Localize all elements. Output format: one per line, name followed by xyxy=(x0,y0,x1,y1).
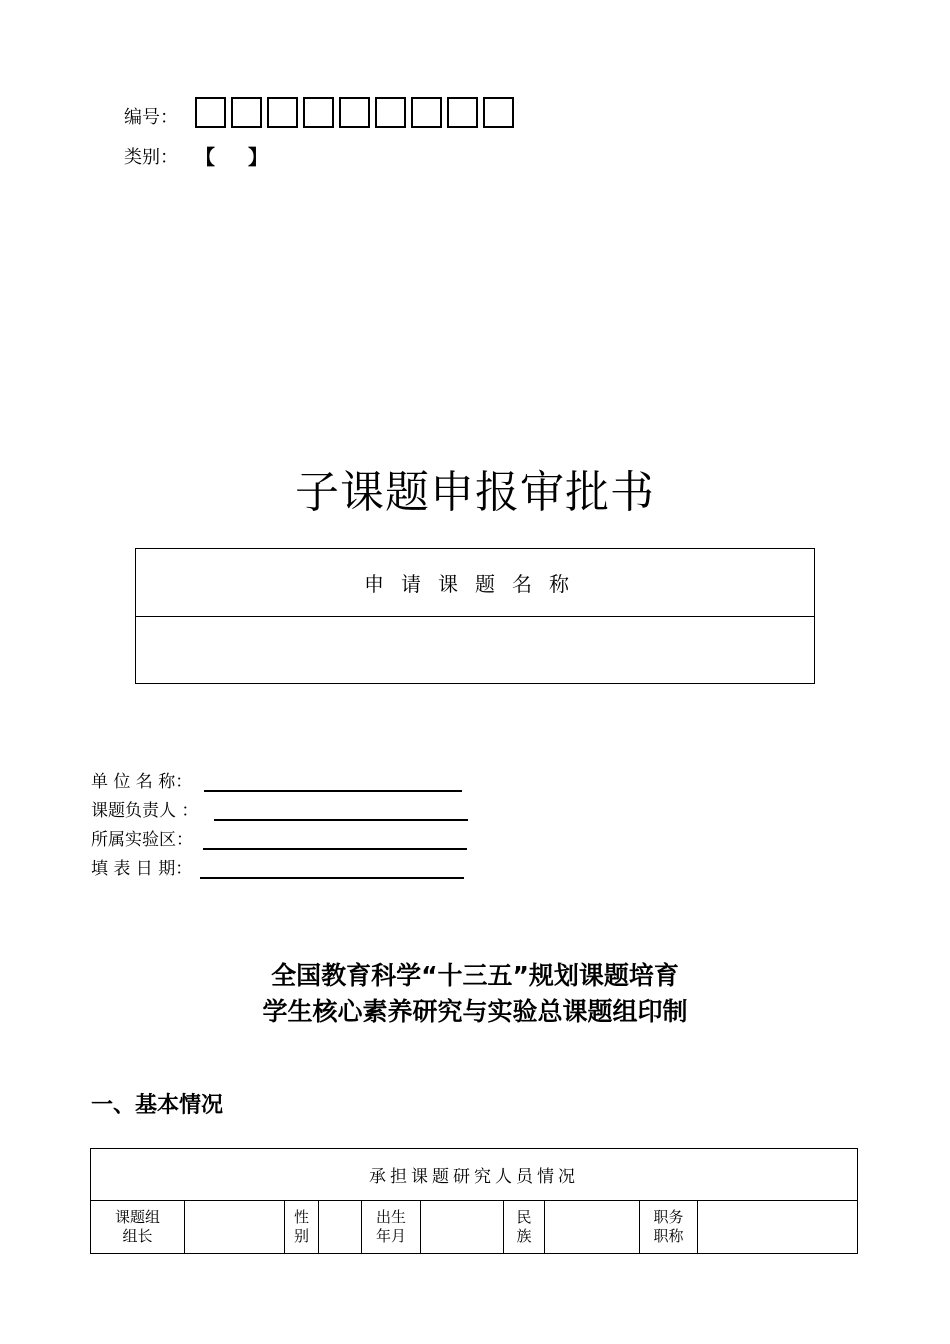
number-digit-box[interactable] xyxy=(375,97,406,128)
birth-cell-value[interactable] xyxy=(421,1201,504,1253)
info-row-leader xyxy=(91,796,468,821)
leader-cell-value[interactable] xyxy=(185,1201,285,1253)
zone-label: 所属实验区： xyxy=(91,830,193,850)
organization-line-1: 全国教育科学“十三五”规划课题培育 xyxy=(271,961,679,990)
leader-cell-label: 课题组 组长 xyxy=(91,1201,185,1253)
project-name-box xyxy=(135,548,815,684)
project-name-header: 申请课题名称 xyxy=(136,549,814,617)
number-digit-box[interactable] xyxy=(339,97,370,128)
category-input[interactable] xyxy=(218,142,248,164)
info-row-zone xyxy=(91,825,467,850)
number-digit-box[interactable] xyxy=(303,97,334,128)
table-row xyxy=(91,1201,857,1253)
page-title: 子课题申报审批书 xyxy=(295,467,655,518)
number-digit-box[interactable] xyxy=(195,97,226,128)
info-row-unit xyxy=(91,767,462,792)
gender-cell-value[interactable] xyxy=(319,1201,362,1253)
birth-cell-label: 出生 年月 xyxy=(362,1201,421,1253)
leader-label: 课题负责人 ： xyxy=(91,801,199,821)
zone-field[interactable] xyxy=(203,830,467,850)
date-field[interactable] xyxy=(200,859,464,879)
number-digit-box[interactable] xyxy=(447,97,478,128)
ethnicity-cell-label: 民 族 xyxy=(504,1201,545,1253)
title-cell-value[interactable] xyxy=(698,1201,857,1253)
date-label: 填 表 日 期： xyxy=(91,859,193,879)
number-digit-box[interactable] xyxy=(483,97,514,128)
leader-field[interactable] xyxy=(214,801,468,821)
staff-table-header: 承担课题研究人员情况 xyxy=(91,1149,857,1201)
number-digit-box[interactable] xyxy=(411,97,442,128)
ethnicity-cell-value[interactable] xyxy=(545,1201,640,1253)
staff-table xyxy=(90,1148,858,1254)
number-digit-box[interactable] xyxy=(267,97,298,128)
title-cell-label: 职务 职称 xyxy=(640,1201,698,1253)
gender-cell-label: 性 别 xyxy=(285,1201,319,1253)
section-title: 一、基本情况 xyxy=(91,1093,224,1118)
organization-line-2: 学生核心素养研究与实验总课题组印制 xyxy=(262,997,688,1026)
category-bracket-close: 】 xyxy=(248,145,268,169)
unit-name-field[interactable] xyxy=(204,772,462,792)
unit-name-label: 单 位 名 称： xyxy=(91,772,193,792)
number-label: 编号： xyxy=(124,107,178,128)
number-digit-box[interactable] xyxy=(231,97,262,128)
info-row-date xyxy=(91,854,464,879)
category-label: 类别： xyxy=(124,147,178,168)
number-boxes xyxy=(195,97,514,128)
category-bracket-open: 【 xyxy=(195,145,215,169)
project-name-field[interactable] xyxy=(136,617,814,684)
